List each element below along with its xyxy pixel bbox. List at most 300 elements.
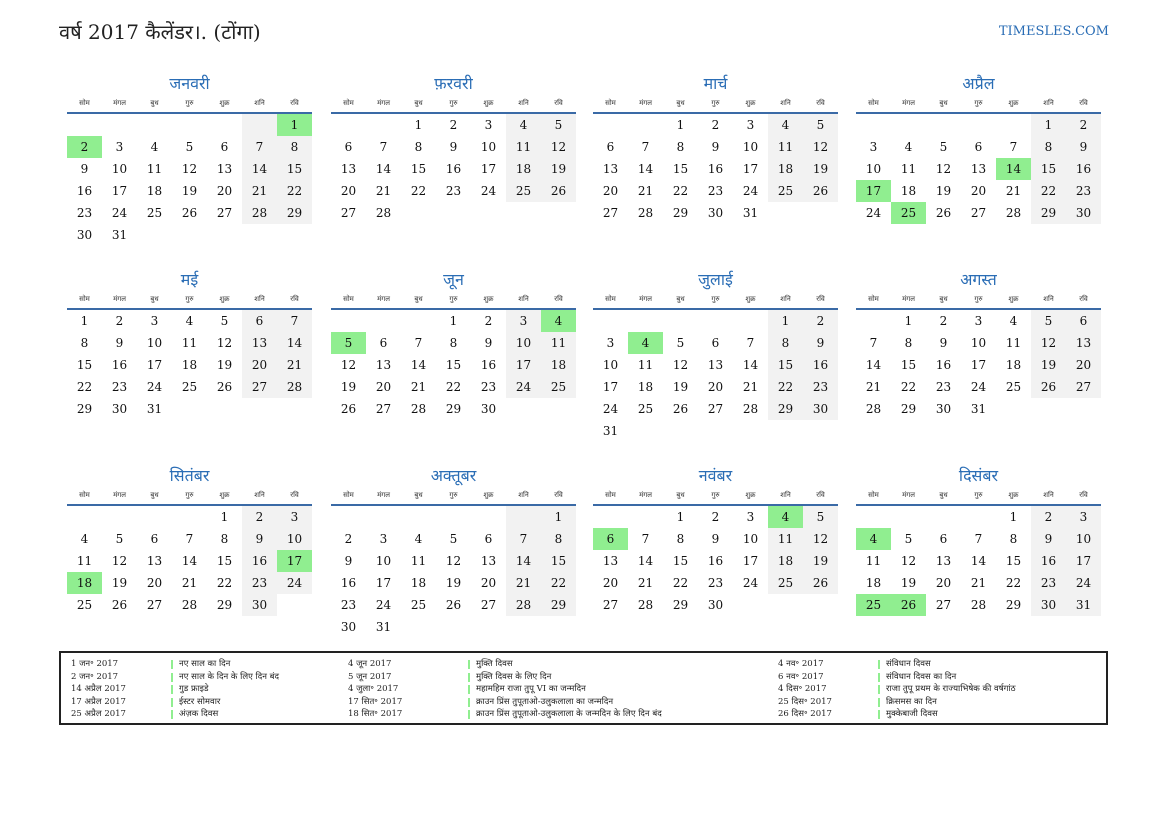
day-cell[interactable]: 10 — [111, 162, 128, 176]
day-cell[interactable]: 18 — [541, 354, 576, 376]
day-cell[interactable]: 20 — [1066, 354, 1101, 376]
day-cell[interactable]: 13 — [375, 358, 392, 372]
day-cell[interactable]: 21 — [277, 354, 312, 376]
day-cell[interactable]: 17 — [506, 354, 541, 376]
day-cell[interactable]: 16 — [707, 554, 724, 568]
day-cell[interactable]: 27 — [340, 206, 357, 220]
day-cell[interactable]: 8 — [1031, 136, 1066, 158]
day-cell[interactable]: 27 — [1066, 376, 1101, 398]
day-cell[interactable]: 6 — [484, 532, 493, 546]
day-cell[interactable]: 5 — [676, 336, 685, 350]
day-cell[interactable]: 26 — [541, 180, 576, 202]
day-cell[interactable]: 22 — [672, 576, 689, 590]
day-cell[interactable]: 13 — [1066, 332, 1101, 354]
day-cell[interactable]: 30 — [111, 402, 128, 416]
day-cell[interactable]: 16 — [1066, 158, 1101, 180]
day-cell[interactable]: 29 — [216, 598, 233, 612]
day-cell[interactable]: 29 — [900, 402, 917, 416]
day-cell[interactable]: 21 — [970, 576, 987, 590]
day-cell[interactable]: 21 — [637, 184, 654, 198]
day-cell[interactable]: 31 — [1066, 594, 1101, 616]
day-cell[interactable]: 21 — [865, 380, 882, 394]
day-cell[interactable]: 27 — [970, 206, 987, 220]
day-cell[interactable]: 16 — [480, 358, 497, 372]
day-cell[interactable]: 26 — [803, 180, 838, 202]
day-cell[interactable]: 26 — [181, 206, 198, 220]
day-cell[interactable]: 16 — [1031, 550, 1066, 572]
day-cell[interactable]: 19 — [111, 576, 128, 590]
day-cell[interactable]: 9 — [803, 332, 838, 354]
day-cell[interactable]: 5 — [331, 332, 366, 354]
day-cell[interactable]: 2 — [115, 314, 124, 328]
day-cell[interactable]: 12 — [900, 554, 917, 568]
day-cell[interactable]: 13 — [242, 332, 277, 354]
day-cell[interactable]: 23 — [1066, 180, 1101, 202]
day-cell[interactable]: 21 — [181, 576, 198, 590]
day-cell[interactable]: 16 — [707, 162, 724, 176]
day-cell[interactable]: 10 — [742, 140, 759, 154]
day-cell[interactable]: 23 — [707, 184, 724, 198]
day-cell[interactable]: 6 — [1066, 310, 1101, 332]
day-cell[interactable]: 30 — [935, 402, 952, 416]
day-cell[interactable]: 25 — [541, 376, 576, 398]
day-cell[interactable]: 19 — [445, 576, 462, 590]
day-cell[interactable]: 26 — [803, 572, 838, 594]
day-cell[interactable]: 5 — [115, 532, 124, 546]
day-cell[interactable]: 20 — [480, 576, 497, 590]
day-cell[interactable]: 30 — [707, 598, 724, 612]
day-cell[interactable]: 8 — [220, 532, 229, 546]
day-cell[interactable]: 17 — [111, 184, 128, 198]
day-cell[interactable]: 23 — [76, 206, 93, 220]
day-cell[interactable]: 4 — [904, 140, 913, 154]
day-cell[interactable]: 23 — [935, 380, 952, 394]
day-cell[interactable]: 7 — [414, 336, 423, 350]
day-cell[interactable]: 2 — [803, 310, 838, 332]
day-cell[interactable]: 14 — [242, 158, 277, 180]
day-cell[interactable]: 9 — [115, 336, 124, 350]
day-cell[interactable]: 25 — [76, 598, 93, 612]
day-cell[interactable]: 22 — [672, 184, 689, 198]
day-cell[interactable]: 22 — [410, 184, 427, 198]
day-cell[interactable]: 26 — [216, 380, 233, 394]
day-cell[interactable]: 7 — [869, 336, 878, 350]
day-cell[interactable]: 25 — [146, 206, 163, 220]
day-cell[interactable]: 4 — [856, 528, 891, 550]
day-cell[interactable]: 26 — [340, 402, 357, 416]
day-cell[interactable]: 3 — [974, 314, 983, 328]
day-cell[interactable]: 17 — [602, 380, 619, 394]
day-cell[interactable]: 15 — [76, 358, 93, 372]
day-cell[interactable]: 24 — [1066, 572, 1101, 594]
day-cell[interactable]: 31 — [111, 228, 128, 242]
day-cell[interactable]: 28 — [242, 202, 277, 224]
day-cell[interactable]: 22 — [1031, 180, 1066, 202]
day-cell[interactable]: 5 — [1031, 310, 1066, 332]
day-cell[interactable]: 22 — [900, 380, 917, 394]
day-cell[interactable]: 3 — [869, 140, 878, 154]
day-cell[interactable]: 8 — [414, 140, 423, 154]
day-cell[interactable]: 2 — [939, 314, 948, 328]
day-cell[interactable]: 16 — [445, 162, 462, 176]
day-cell[interactable]: 3 — [484, 118, 493, 132]
day-cell[interactable]: 12 — [111, 554, 128, 568]
day-cell[interactable]: 19 — [216, 358, 233, 372]
day-cell[interactable]: 13 — [340, 162, 357, 176]
day-cell[interactable]: 21 — [410, 380, 427, 394]
day-cell[interactable]: 12 — [935, 162, 952, 176]
day-cell[interactable]: 2 — [344, 532, 353, 546]
day-cell[interactable]: 24 — [277, 572, 312, 594]
day-cell[interactable]: 25 — [506, 180, 541, 202]
day-cell[interactable]: 18 — [1005, 358, 1022, 372]
day-cell[interactable]: 10 — [146, 336, 163, 350]
day-cell[interactable]: 7 — [242, 136, 277, 158]
day-cell[interactable]: 16 — [76, 184, 93, 198]
day-cell[interactable]: 8 — [277, 136, 312, 158]
day-cell[interactable]: 11 — [637, 358, 654, 372]
day-cell[interactable]: 4 — [506, 114, 541, 136]
day-cell[interactable]: 29 — [768, 398, 803, 420]
day-cell[interactable]: 24 — [742, 184, 759, 198]
day-cell[interactable]: 23 — [480, 380, 497, 394]
day-cell[interactable]: 11 — [410, 554, 427, 568]
day-cell[interactable]: 24 — [506, 376, 541, 398]
day-cell[interactable]: 27 — [146, 598, 163, 612]
day-cell[interactable]: 23 — [803, 376, 838, 398]
day-cell[interactable]: 13 — [480, 554, 497, 568]
day-cell[interactable]: 26 — [111, 598, 128, 612]
day-cell[interactable]: 18 — [410, 576, 427, 590]
day-cell[interactable]: 21 — [742, 380, 759, 394]
day-cell[interactable]: 24 — [865, 206, 882, 220]
day-cell[interactable]: 24 — [970, 380, 987, 394]
day-cell[interactable]: 15 — [672, 162, 689, 176]
day-cell[interactable]: 10 — [865, 162, 882, 176]
day-cell[interactable]: 18 — [865, 576, 882, 590]
day-cell[interactable]: 9 — [711, 140, 720, 154]
day-cell[interactable]: 16 — [340, 576, 357, 590]
day-cell[interactable]: 26 — [1031, 376, 1066, 398]
day-cell[interactable]: 29 — [445, 402, 462, 416]
day-cell[interactable]: 9 — [344, 554, 353, 568]
day-cell[interactable]: 17 — [742, 162, 759, 176]
day-cell[interactable]: 9 — [484, 336, 493, 350]
day-cell[interactable]: 8 — [676, 532, 685, 546]
day-cell[interactable]: 4 — [1009, 314, 1018, 328]
day-cell[interactable]: 25 — [637, 402, 654, 416]
day-cell[interactable]: 7 — [641, 532, 650, 546]
day-cell[interactable]: 14 — [375, 162, 392, 176]
day-cell[interactable]: 24 — [375, 598, 392, 612]
day-cell[interactable]: 17 — [480, 162, 497, 176]
day-cell[interactable]: 16 — [242, 550, 277, 572]
day-cell[interactable]: 20 — [602, 576, 619, 590]
day-cell[interactable]: 24 — [602, 402, 619, 416]
day-cell[interactable]: 12 — [181, 162, 198, 176]
day-cell[interactable]: 4 — [80, 532, 89, 546]
day-cell[interactable]: 9 — [80, 162, 89, 176]
day-cell[interactable]: 5 — [904, 532, 913, 546]
day-cell[interactable]: 22 — [1005, 576, 1022, 590]
day-cell[interactable]: 20 — [602, 184, 619, 198]
day-cell[interactable]: 26 — [891, 594, 926, 616]
day-cell[interactable]: 1 — [541, 506, 576, 528]
day-cell[interactable]: 7 — [1009, 140, 1018, 154]
day-cell[interactable]: 15 — [1005, 554, 1022, 568]
day-cell[interactable]: 8 — [1009, 532, 1018, 546]
day-cell[interactable]: 5 — [939, 140, 948, 154]
day-cell[interactable]: 22 — [445, 380, 462, 394]
day-cell[interactable]: 14 — [637, 162, 654, 176]
day-cell[interactable]: 14 — [637, 554, 654, 568]
day-cell[interactable]: 13 — [216, 162, 233, 176]
day-cell[interactable]: 2 — [1031, 506, 1066, 528]
day-cell[interactable]: 17 — [970, 358, 987, 372]
day-cell[interactable]: 15 — [1031, 158, 1066, 180]
day-cell[interactable]: 4 — [541, 310, 576, 332]
day-cell[interactable]: 19 — [181, 184, 198, 198]
day-cell[interactable]: 15 — [410, 162, 427, 176]
day-cell[interactable]: 24 — [480, 184, 497, 198]
day-cell[interactable]: 20 — [340, 184, 357, 198]
day-cell[interactable]: 21 — [506, 572, 541, 594]
day-cell[interactable]: 25 — [1005, 380, 1022, 394]
day-cell[interactable]: 6 — [606, 140, 615, 154]
day-cell[interactable]: 29 — [277, 202, 312, 224]
day-cell[interactable]: 25 — [768, 180, 803, 202]
day-cell[interactable]: 22 — [277, 180, 312, 202]
day-cell[interactable]: 4 — [768, 114, 803, 136]
day-cell[interactable]: 28 — [181, 598, 198, 612]
day-cell[interactable]: 6 — [593, 528, 628, 550]
day-cell[interactable]: 6 — [150, 532, 159, 546]
day-cell[interactable]: 25 — [410, 598, 427, 612]
day-cell[interactable]: 1 — [414, 118, 423, 132]
day-cell[interactable]: 7 — [185, 532, 194, 546]
day-cell[interactable]: 28 — [637, 206, 654, 220]
day-cell[interactable]: 12 — [1031, 332, 1066, 354]
day-cell[interactable]: 24 — [111, 206, 128, 220]
day-cell[interactable]: 11 — [865, 554, 882, 568]
day-cell[interactable]: 10 — [602, 358, 619, 372]
day-cell[interactable]: 18 — [67, 572, 102, 594]
day-cell[interactable]: 4 — [150, 140, 159, 154]
day-cell[interactable]: 14 — [277, 332, 312, 354]
day-cell[interactable]: 19 — [1031, 354, 1066, 376]
site-link[interactable]: TIMESLES.COM — [998, 24, 1109, 39]
day-cell[interactable]: 19 — [541, 158, 576, 180]
day-cell[interactable]: 10 — [375, 554, 392, 568]
day-cell[interactable]: 6 — [344, 140, 353, 154]
day-cell[interactable]: 8 — [449, 336, 458, 350]
day-cell[interactable]: 19 — [340, 380, 357, 394]
day-cell[interactable]: 14 — [865, 358, 882, 372]
day-cell[interactable]: 18 — [146, 184, 163, 198]
day-cell[interactable]: 30 — [242, 594, 277, 616]
day-cell[interactable]: 13 — [602, 162, 619, 176]
day-cell[interactable]: 7 — [379, 140, 388, 154]
day-cell[interactable]: 30 — [803, 398, 838, 420]
day-cell[interactable]: 16 — [111, 358, 128, 372]
day-cell[interactable]: 23 — [707, 576, 724, 590]
day-cell[interactable]: 7 — [641, 140, 650, 154]
day-cell[interactable]: 20 — [146, 576, 163, 590]
day-cell[interactable]: 30 — [1031, 594, 1066, 616]
day-cell[interactable]: 28 — [375, 206, 392, 220]
day-cell[interactable]: 13 — [935, 554, 952, 568]
day-cell[interactable]: 5 — [220, 314, 229, 328]
day-cell[interactable]: 2 — [711, 510, 720, 524]
day-cell[interactable]: 3 — [150, 314, 159, 328]
day-cell[interactable]: 22 — [768, 376, 803, 398]
day-cell[interactable]: 11 — [541, 332, 576, 354]
day-cell[interactable]: 2 — [449, 118, 458, 132]
day-cell[interactable]: 5 — [449, 532, 458, 546]
day-cell[interactable]: 4 — [768, 506, 803, 528]
day-cell[interactable]: 27 — [602, 598, 619, 612]
day-cell[interactable]: 28 — [1005, 206, 1022, 220]
day-cell[interactable]: 8 — [904, 336, 913, 350]
day-cell[interactable]: 27 — [602, 206, 619, 220]
day-cell[interactable]: 9 — [711, 532, 720, 546]
day-cell[interactable]: 25 — [891, 202, 926, 224]
day-cell[interactable]: 29 — [1031, 202, 1066, 224]
day-cell[interactable]: 19 — [803, 158, 838, 180]
day-cell[interactable]: 6 — [974, 140, 983, 154]
day-cell[interactable]: 21 — [1005, 184, 1022, 198]
day-cell[interactable]: 1 — [220, 510, 229, 524]
day-cell[interactable]: 11 — [768, 528, 803, 550]
day-cell[interactable]: 19 — [900, 576, 917, 590]
day-cell[interactable]: 11 — [146, 162, 163, 176]
day-cell[interactable]: 18 — [181, 358, 198, 372]
day-cell[interactable]: 25 — [181, 380, 198, 394]
day-cell[interactable]: 7 — [506, 528, 541, 550]
day-cell[interactable]: 10 — [480, 140, 497, 154]
day-cell[interactable]: 22 — [216, 576, 233, 590]
day-cell[interactable]: 6 — [379, 336, 388, 350]
day-cell[interactable]: 22 — [541, 572, 576, 594]
day-cell[interactable]: 3 — [115, 140, 124, 154]
day-cell[interactable]: 29 — [541, 594, 576, 616]
day-cell[interactable]: 27 — [480, 598, 497, 612]
day-cell[interactable]: 1 — [768, 310, 803, 332]
day-cell[interactable]: 12 — [803, 136, 838, 158]
day-cell[interactable]: 3 — [277, 506, 312, 528]
day-cell[interactable]: 20 — [970, 184, 987, 198]
day-cell[interactable]: 7 — [974, 532, 983, 546]
day-cell[interactable]: 23 — [340, 598, 357, 612]
day-cell[interactable]: 27 — [707, 402, 724, 416]
day-cell[interactable]: 13 — [146, 554, 163, 568]
day-cell[interactable]: 9 — [939, 336, 948, 350]
day-cell[interactable]: 20 — [935, 576, 952, 590]
day-cell[interactable]: 28 — [970, 598, 987, 612]
day-cell[interactable]: 3 — [746, 118, 755, 132]
day-cell[interactable]: 18 — [768, 550, 803, 572]
day-cell[interactable]: 14 — [506, 550, 541, 572]
day-cell[interactable]: 29 — [672, 598, 689, 612]
day-cell[interactable]: 3 — [506, 310, 541, 332]
day-cell[interactable]: 16 — [803, 354, 838, 376]
day-cell[interactable]: 8 — [541, 528, 576, 550]
day-cell[interactable]: 23 — [1031, 572, 1066, 594]
day-cell[interactable]: 8 — [768, 332, 803, 354]
day-cell[interactable]: 30 — [480, 402, 497, 416]
day-cell[interactable]: 23 — [445, 184, 462, 198]
day-cell[interactable]: 30 — [707, 206, 724, 220]
day-cell[interactable]: 10 — [506, 332, 541, 354]
day-cell[interactable]: 26 — [445, 598, 462, 612]
day-cell[interactable]: 31 — [375, 620, 392, 634]
day-cell[interactable]: 9 — [1066, 136, 1101, 158]
day-cell[interactable]: 13 — [602, 554, 619, 568]
day-cell[interactable]: 5 — [803, 114, 838, 136]
day-cell[interactable]: 3 — [1066, 506, 1101, 528]
day-cell[interactable]: 8 — [80, 336, 89, 350]
day-cell[interactable]: 27 — [375, 402, 392, 416]
day-cell[interactable]: 31 — [602, 424, 619, 438]
day-cell[interactable]: 13 — [970, 162, 987, 176]
day-cell[interactable]: 28 — [277, 376, 312, 398]
day-cell[interactable]: 19 — [803, 550, 838, 572]
day-cell[interactable]: 12 — [672, 358, 689, 372]
day-cell[interactable]: 7 — [277, 310, 312, 332]
day-cell[interactable]: 3 — [606, 336, 615, 350]
day-cell[interactable]: 6 — [242, 310, 277, 332]
day-cell[interactable]: 2 — [1066, 114, 1101, 136]
day-cell[interactable]: 14 — [410, 358, 427, 372]
day-cell[interactable]: 19 — [935, 184, 952, 198]
day-cell[interactable]: 3 — [379, 532, 388, 546]
day-cell[interactable]: 4 — [185, 314, 194, 328]
day-cell[interactable]: 1 — [1031, 114, 1066, 136]
day-cell[interactable]: 15 — [216, 554, 233, 568]
day-cell[interactable]: 10 — [970, 336, 987, 350]
day-cell[interactable]: 22 — [76, 380, 93, 394]
day-cell[interactable]: 4 — [628, 332, 663, 354]
day-cell[interactable]: 19 — [672, 380, 689, 394]
day-cell[interactable]: 5 — [803, 506, 838, 528]
day-cell[interactable]: 17 — [742, 554, 759, 568]
day-cell[interactable]: 1 — [904, 314, 913, 328]
day-cell[interactable]: 28 — [410, 402, 427, 416]
day-cell[interactable]: 1 — [277, 114, 312, 136]
day-cell[interactable]: 13 — [707, 358, 724, 372]
day-cell[interactable]: 10 — [277, 528, 312, 550]
day-cell[interactable]: 11 — [1005, 336, 1022, 350]
day-cell[interactable]: 14 — [970, 554, 987, 568]
day-cell[interactable]: 12 — [803, 528, 838, 550]
day-cell[interactable]: 15 — [445, 358, 462, 372]
day-cell[interactable]: 28 — [742, 402, 759, 416]
day-cell[interactable]: 1 — [80, 314, 89, 328]
day-cell[interactable]: 21 — [242, 180, 277, 202]
day-cell[interactable]: 20 — [216, 184, 233, 198]
day-cell[interactable]: 9 — [449, 140, 458, 154]
day-cell[interactable]: 12 — [541, 136, 576, 158]
day-cell[interactable]: 18 — [768, 158, 803, 180]
day-cell[interactable]: 1 — [449, 314, 458, 328]
day-cell[interactable]: 10 — [742, 532, 759, 546]
day-cell[interactable]: 31 — [146, 402, 163, 416]
day-cell[interactable]: 1 — [1009, 510, 1018, 524]
day-cell[interactable]: 26 — [672, 402, 689, 416]
day-cell[interactable]: 11 — [768, 136, 803, 158]
day-cell[interactable]: 8 — [676, 140, 685, 154]
day-cell[interactable]: 15 — [277, 158, 312, 180]
